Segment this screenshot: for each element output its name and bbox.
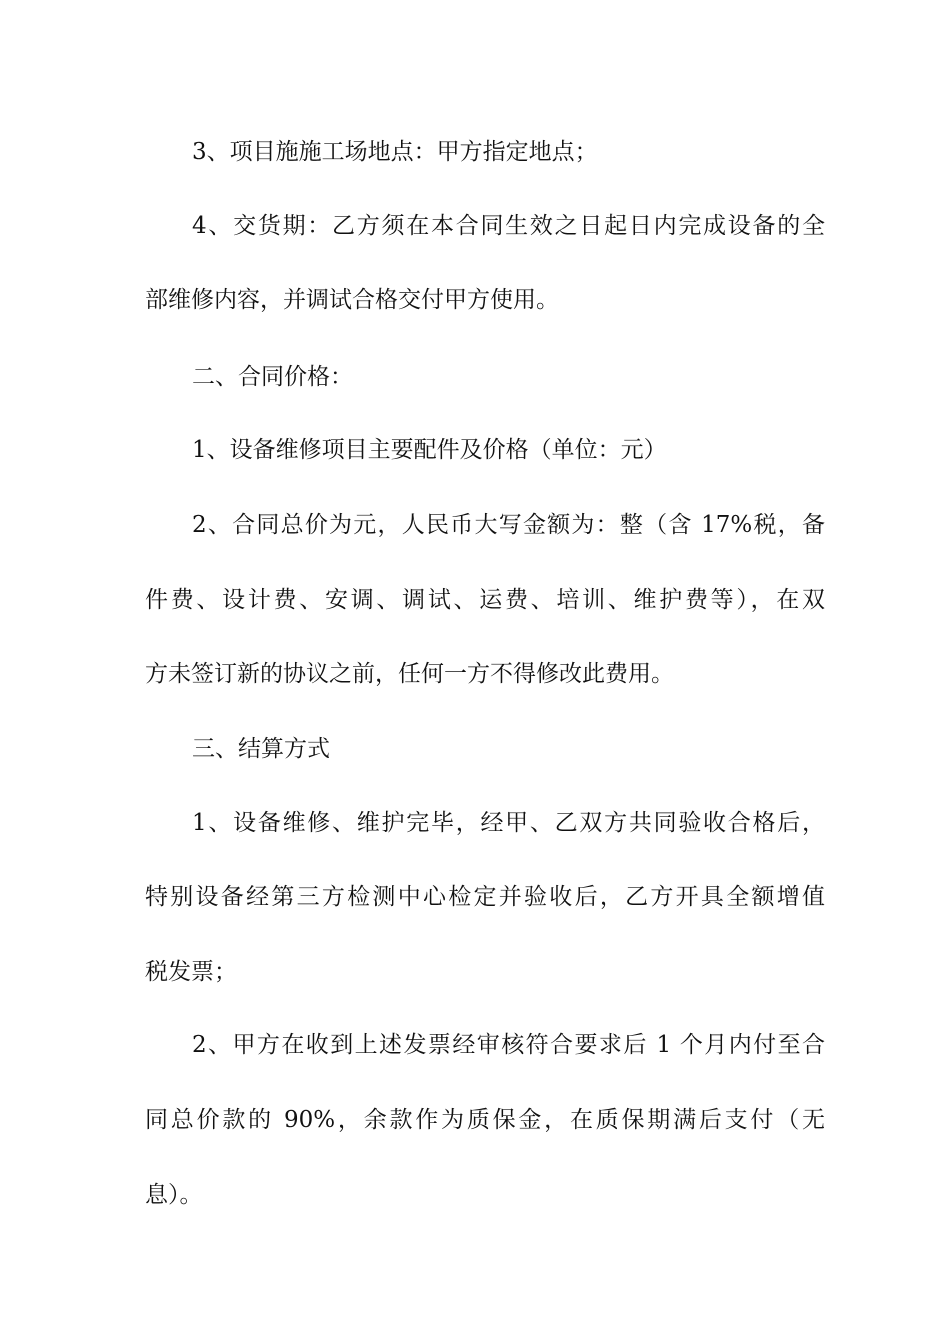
paragraph-line: 部维修内容，并调试合格交付甲方使用。	[145, 287, 559, 313]
paragraph-line: 同总价款的 90%，余款作为质保金，在质保期满后支付（无	[145, 1107, 825, 1133]
paragraph-line: 特别设备经第三方检测中心检定并验收后，乙方开具全额增值	[145, 884, 825, 910]
paragraph-line: 税发票；	[145, 959, 237, 985]
paragraph-line: 4、交货期：乙方须在本合同生效之日起日内完成设备的全	[192, 213, 825, 239]
section-heading: 三、结算方式	[192, 736, 330, 762]
paragraph-line: 件费、设计费、安调、调试、运费、培训、维护费等），在双	[145, 587, 825, 613]
paragraph-line: 3、项目施施工场地点：甲方指定地点；	[192, 139, 598, 165]
paragraph-line: 2、合同总价为元，人民币大写金额为：整（含 17%税，备	[192, 512, 825, 538]
paragraph-line: 1、设备维修、维护完毕，经甲、乙双方共同验收合格后，	[192, 810, 825, 836]
paragraph-line: 方未签订新的协议之前，任何一方不得修改此费用。	[145, 661, 674, 687]
paragraph-line: 1、设备维修项目主要配件及价格（单位：元）	[192, 437, 667, 463]
section-heading: 二、合同价格：	[192, 364, 353, 390]
paragraph-line: 息）。	[145, 1182, 203, 1208]
paragraph-line: 2、甲方在收到上述发票经审核符合要求后 1 个月内付至合	[192, 1032, 825, 1058]
